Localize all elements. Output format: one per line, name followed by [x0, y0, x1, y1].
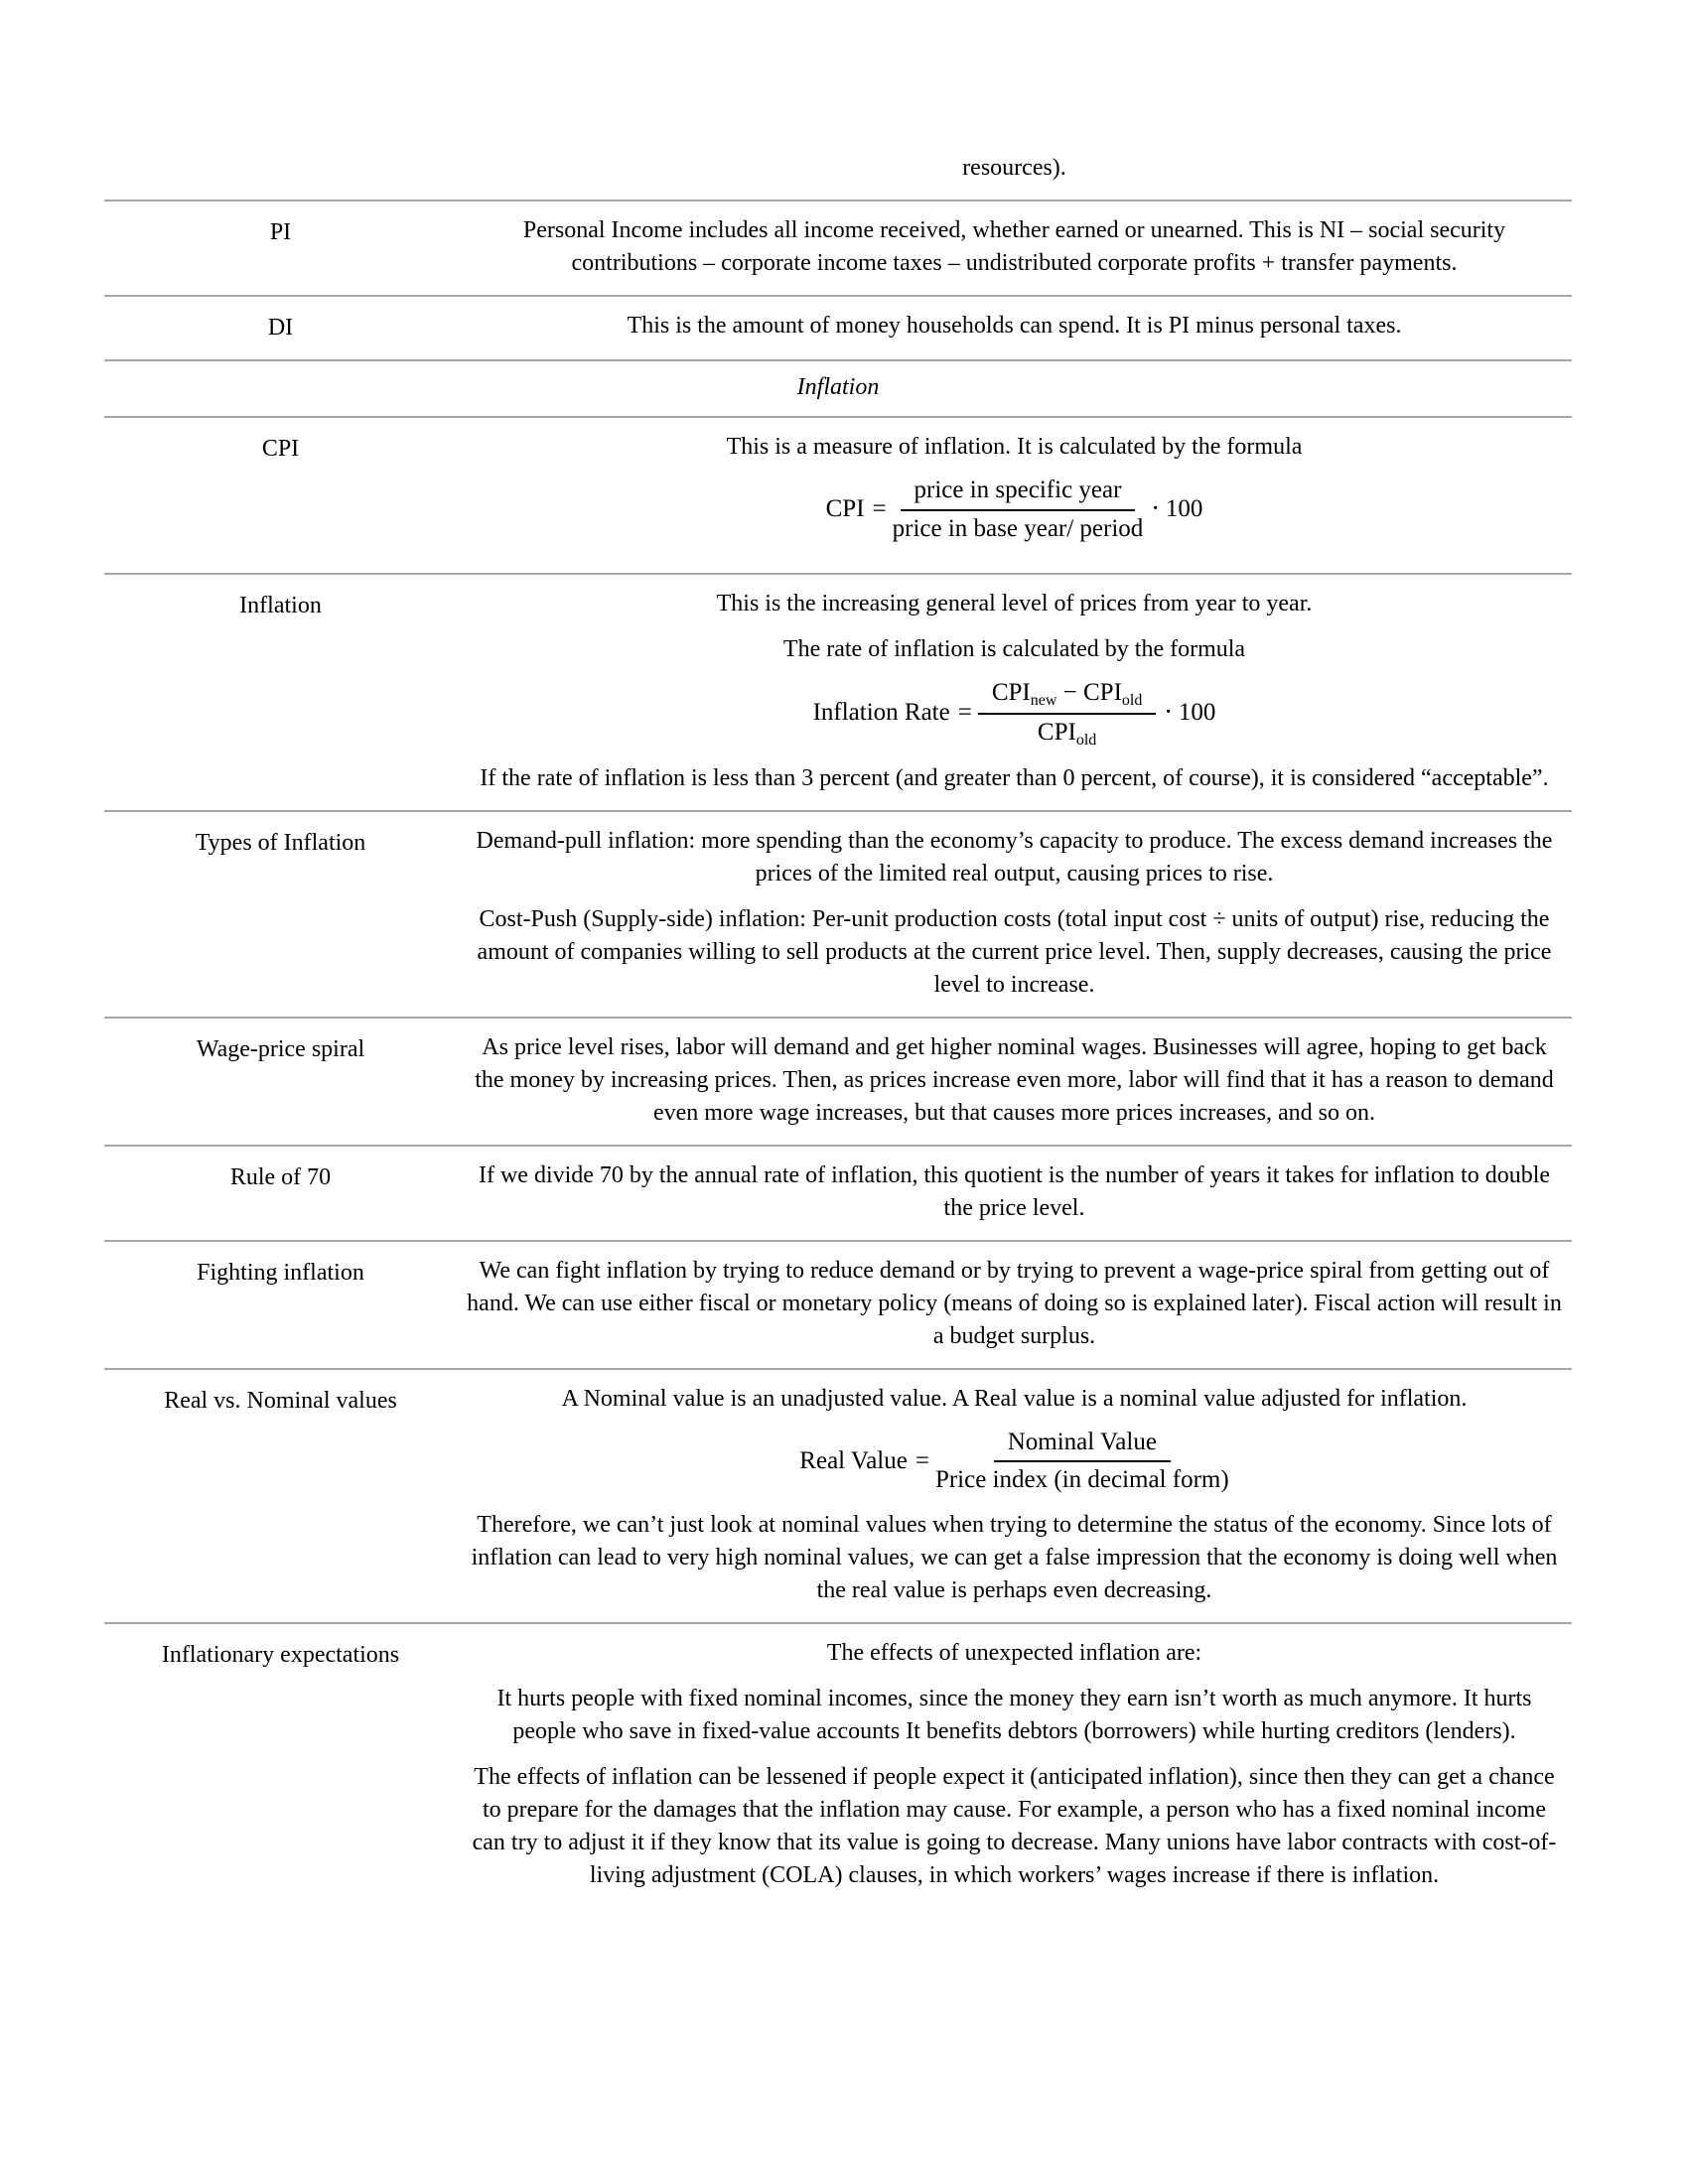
- formula-factor: 100: [1165, 495, 1203, 523]
- multiplication-dot: ⋅: [1151, 495, 1160, 523]
- multiplication-dot: ⋅: [1164, 699, 1173, 727]
- definition-cell: [457, 152, 1572, 185]
- definition-cell: [457, 825, 1572, 1002]
- table-row-wage-price-spiral: [104, 1019, 1572, 1147]
- table-row-pi: [104, 202, 1572, 297]
- paragraph: This is the amount of money households can spend. It is PI minus personal taxes.: [627, 313, 1402, 339]
- section-heading: Inflation: [104, 361, 1572, 418]
- definition-cell: [457, 1031, 1572, 1130]
- term-cell: CPI: [261, 436, 300, 462]
- cpi-old-base: CPI: [1083, 678, 1122, 706]
- equals-sign: =: [914, 1446, 929, 1474]
- paragraph: Cost-Push (Supply-side) inflation: Per-unit production costs (total input cost ÷ units of output) rise, reducing the amount of companies willing to sell products at the current price level. Then, supply decreases, causing the price level to increase.: [477, 905, 1552, 998]
- table-row-cpi: [104, 418, 1572, 575]
- minus-sign: −: [1062, 678, 1077, 706]
- fraction: [935, 1429, 1229, 1496]
- term-cell: Types of Inflation: [195, 829, 366, 856]
- cpi-new-base: CPI: [991, 678, 1031, 706]
- denominator: price in base year/ period: [892, 514, 1144, 542]
- equals-sign: =: [872, 495, 887, 523]
- denominator: Price index (in decimal form): [934, 1466, 1229, 1494]
- paragraph: As price level rises, labor will demand and get higher nominal wages. Businesses will agree, hoping to get back the money by increasing prices. Then, as prices increase even more, labor will find that it has a reason to demand even more wage increases, but that causes more prices increases, and so on.: [475, 1033, 1554, 1126]
- definition-cell: [457, 214, 1572, 280]
- term-cell: Inflationary expectations: [161, 1642, 400, 1668]
- paragraph: The effects of unexpected inflation are:: [826, 1640, 1202, 1666]
- term-cell: Real vs. Nominal values: [164, 1387, 397, 1414]
- numerator: Nominal Value: [994, 1429, 1171, 1463]
- real-value-formula: [465, 1429, 1564, 1496]
- paragraph: This is a measure of inflation. It is calculated by the formula: [726, 434, 1303, 460]
- cpi-formula: [465, 477, 1564, 544]
- paragraph: It hurts people with fixed nominal incomes, since the money they earn isn’t worth as much anymore. It hurts people who save in fixed-value accounts It benefits debtors (borrowers) while hurting creditors (lenders).: [496, 1686, 1532, 1744]
- table-row-types-of-inflation: [104, 812, 1572, 1019]
- paragraph: Demand-pull inflation: more spending than the economy’s capacity to produce. The excess demand increases the prices of the limited real output, causing prices to rise.: [476, 827, 1553, 887]
- cpi-old-base: CPI: [1037, 718, 1076, 746]
- paragraph: The effects of inflation can be lessened if people expect it (anticipated inflation), since then they can get a chance to prepare for the damages that the inflation may cause. For example, a person who has a fixed nominal income can try to adjust it if they know that its value is going to decrease. Many unions have labor contracts with cost-of-living adjustment (COLA) clauses, in which workers’ wages increase if there is inflation.: [472, 1764, 1557, 1888]
- formula-lhs: CPI: [825, 495, 865, 523]
- table-row-rule-of-70: [104, 1147, 1572, 1242]
- cpi-old-subscript: old: [1075, 731, 1097, 749]
- denominator: [1038, 715, 1096, 749]
- definition-cell: [457, 1160, 1572, 1225]
- definition-cell: [457, 588, 1572, 795]
- table-row-continuation: [104, 139, 1572, 202]
- cpi-old-subscript: old: [1121, 691, 1143, 709]
- table-row-inflation: [104, 575, 1572, 812]
- definition-cell: [457, 1383, 1572, 1608]
- paragraph: Personal Income includes all income received, whether earned or unearned. This is NI – social security contributions – corporate income taxes – undistributed corporate profits + transfer payments.: [522, 217, 1506, 276]
- definitions-table: [104, 139, 1572, 1907]
- definition-cell: [457, 1637, 1572, 1892]
- paragraph: A Nominal value is an unadjusted value. A Real value is a nominal value adjusted for inflation.: [561, 1385, 1468, 1412]
- paragraph: Therefore, we can’t just look at nominal values when trying to determine the status of the economy. Since lots of inflation can lead to very high nominal values, we can get a false impression that the economy is doing well when the real value is perhaps even decreasing.: [471, 1512, 1558, 1603]
- cpi-new-subscript: new: [1030, 691, 1057, 709]
- formula-lhs: Inflation Rate: [812, 699, 950, 727]
- term-cell: DI: [267, 315, 294, 341]
- term-cell: [104, 152, 457, 185]
- fraction: [893, 477, 1144, 544]
- fraction: [978, 679, 1157, 749]
- numerator: [978, 679, 1157, 715]
- paragraph: The rate of inflation is calculated by the formula: [782, 635, 1246, 662]
- formula-lhs: Real Value: [799, 1446, 908, 1474]
- term-cell: Fighting inflation: [197, 1259, 364, 1286]
- paragraph: resources).: [962, 155, 1066, 181]
- term-cell: Inflation: [239, 592, 322, 618]
- paragraph: If the rate of inflation is less than 3 percent (and greater than 0 percent, of course), it is considered “acceptable”.: [480, 764, 1549, 791]
- paragraph: If we divide 70 by the annual rate of inflation, this quotient is the number of years it takes for inflation to double the price level.: [478, 1161, 1551, 1221]
- term-cell: PI: [269, 219, 292, 245]
- formula-factor: 100: [1178, 699, 1216, 727]
- table-row-inflationary-expectations: [104, 1624, 1572, 1907]
- term-cell: Wage-price spiral: [196, 1035, 365, 1062]
- definition-cell: [457, 1255, 1572, 1353]
- table-row-real-vs-nominal: [104, 1370, 1572, 1625]
- table-row-fighting-inflation: [104, 1242, 1572, 1370]
- table-row-di: [104, 297, 1572, 361]
- term-cell: Rule of 70: [229, 1163, 332, 1190]
- paragraph: This is the increasing general level of prices from year to year.: [716, 590, 1313, 616]
- inflation-rate-formula: [465, 679, 1564, 749]
- definition-cell: [457, 431, 1572, 558]
- numerator: price in specific year: [901, 477, 1136, 511]
- equals-sign: =: [957, 699, 972, 727]
- paragraph: We can fight inflation by trying to reduce demand or by trying to prevent a wage-price spiral from getting out of hand. We can use either fiscal or monetary policy (means of doing so is explained later). Fiscal action will result in a budget surplus.: [467, 1257, 1562, 1349]
- definition-cell: [457, 310, 1572, 344]
